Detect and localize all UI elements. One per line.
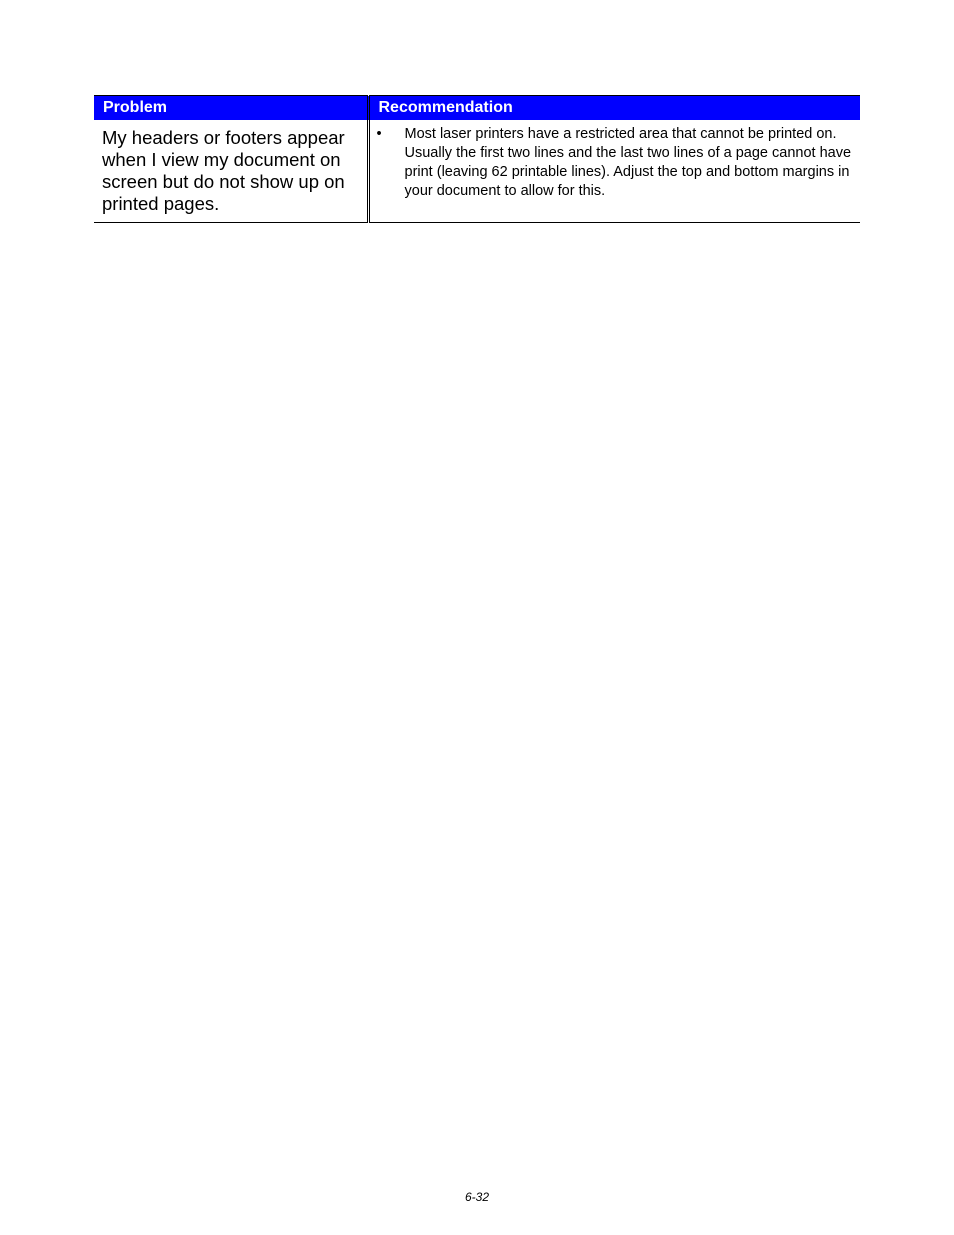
recommendation-cell bbox=[368, 120, 860, 223]
recommendation-item bbox=[377, 125, 853, 201]
table-header bbox=[94, 96, 860, 121]
table-header-row bbox=[94, 96, 860, 121]
table-row bbox=[94, 120, 860, 223]
problem-cell: My headers or footers appear when I view my document on screen but do not show up on printed pages. bbox=[94, 120, 368, 223]
problem-column-header: Problem bbox=[94, 96, 368, 121]
page-number: 6-32 bbox=[464, 1190, 490, 1204]
troubleshooting-table bbox=[94, 95, 860, 223]
recommendation-column-header: Recommendation bbox=[368, 96, 860, 121]
table-body bbox=[94, 120, 860, 223]
bullet-icon: • bbox=[376, 126, 382, 142]
recommendation-text: Most laser printers have a restricted area that cannot be printed on. Usually the first two lines and the last two lines of a page cannot have print (leaving 62 printable lines). Adjust the top and bottom margins in your document to allow for this. bbox=[404, 126, 852, 199]
